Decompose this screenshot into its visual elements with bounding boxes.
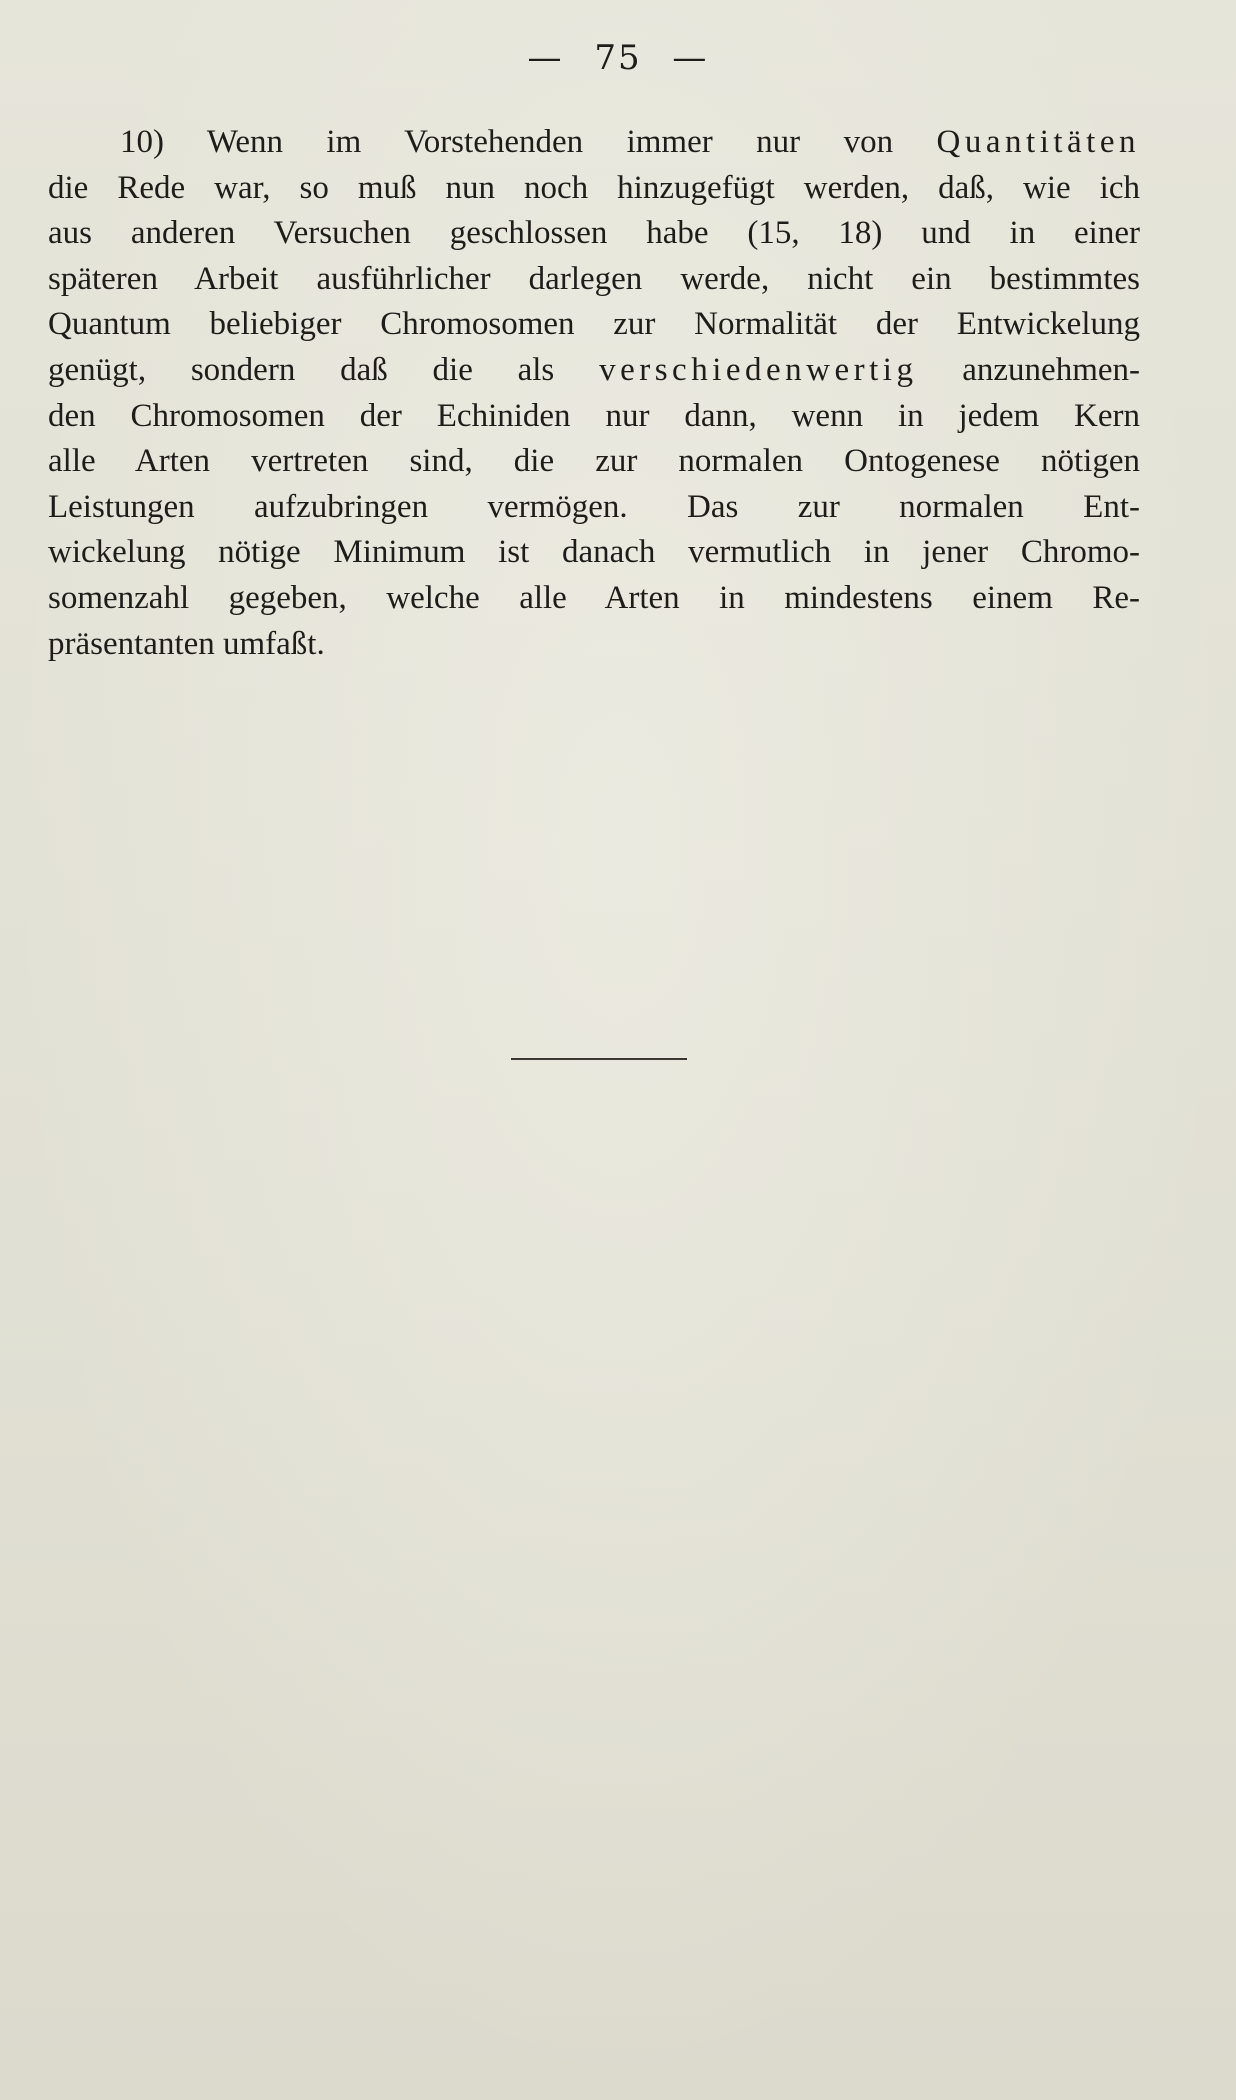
text-segment: den Chromosomen der Echiniden nur dann, wenn in jedem Kern bbox=[48, 397, 1140, 434]
emphasized-word: Quantitäten bbox=[936, 124, 1140, 160]
page-number: — 75 — bbox=[527, 38, 709, 78]
text-line bbox=[48, 622, 1140, 668]
emphasized-word: verschiedenwertig bbox=[599, 351, 918, 388]
text-segment: die Rede war, so muß nun noch hinzugefügt werden, daß, wie ich bbox=[48, 169, 1140, 206]
text-segment: Quantum beliebiger Chromosomen zur Normalität der Entwickelung bbox=[48, 306, 1140, 343]
text-line bbox=[48, 576, 1140, 622]
text-segment: anzunehmen- bbox=[917, 351, 1140, 388]
text-segment: späteren Arbeit ausführlicher darlegen werde, nicht ein bestimmtes bbox=[48, 260, 1140, 297]
text-segment: alle Arten vertreten sind, die zur normalen Ontogenese nötigen bbox=[48, 443, 1140, 480]
text-segment: präsentanten umfaßt. bbox=[48, 625, 325, 662]
text-line bbox=[48, 257, 1140, 303]
text-line bbox=[48, 120, 1140, 166]
text-line bbox=[48, 348, 1140, 394]
text-segment: aus anderen Versuchen geschlossen habe (15, 18) und in einer bbox=[48, 215, 1140, 252]
text-line bbox=[48, 394, 1140, 440]
text-line bbox=[48, 302, 1140, 348]
body-paragraph bbox=[48, 120, 1140, 667]
section-divider-rule bbox=[511, 1058, 687, 1060]
text-line bbox=[48, 485, 1140, 531]
text-segment: genügt, sondern daß die als bbox=[48, 351, 600, 388]
text-line bbox=[48, 530, 1140, 576]
text-line bbox=[48, 166, 1140, 212]
text-segment: wickelung nötige Minimum ist danach vermutlich in jener Chromo- bbox=[48, 534, 1140, 571]
text-segment: somenzahl gegeben, welche alle Arten in mindestens einem Re- bbox=[48, 579, 1140, 616]
text-line bbox=[48, 211, 1140, 257]
text-segment: 10) Wenn im Vorstehenden immer nur von bbox=[120, 124, 937, 160]
text-line bbox=[48, 439, 1140, 485]
text-segment: Leistungen aufzubringen vermögen. Das zur normalen Ent- bbox=[48, 488, 1140, 525]
